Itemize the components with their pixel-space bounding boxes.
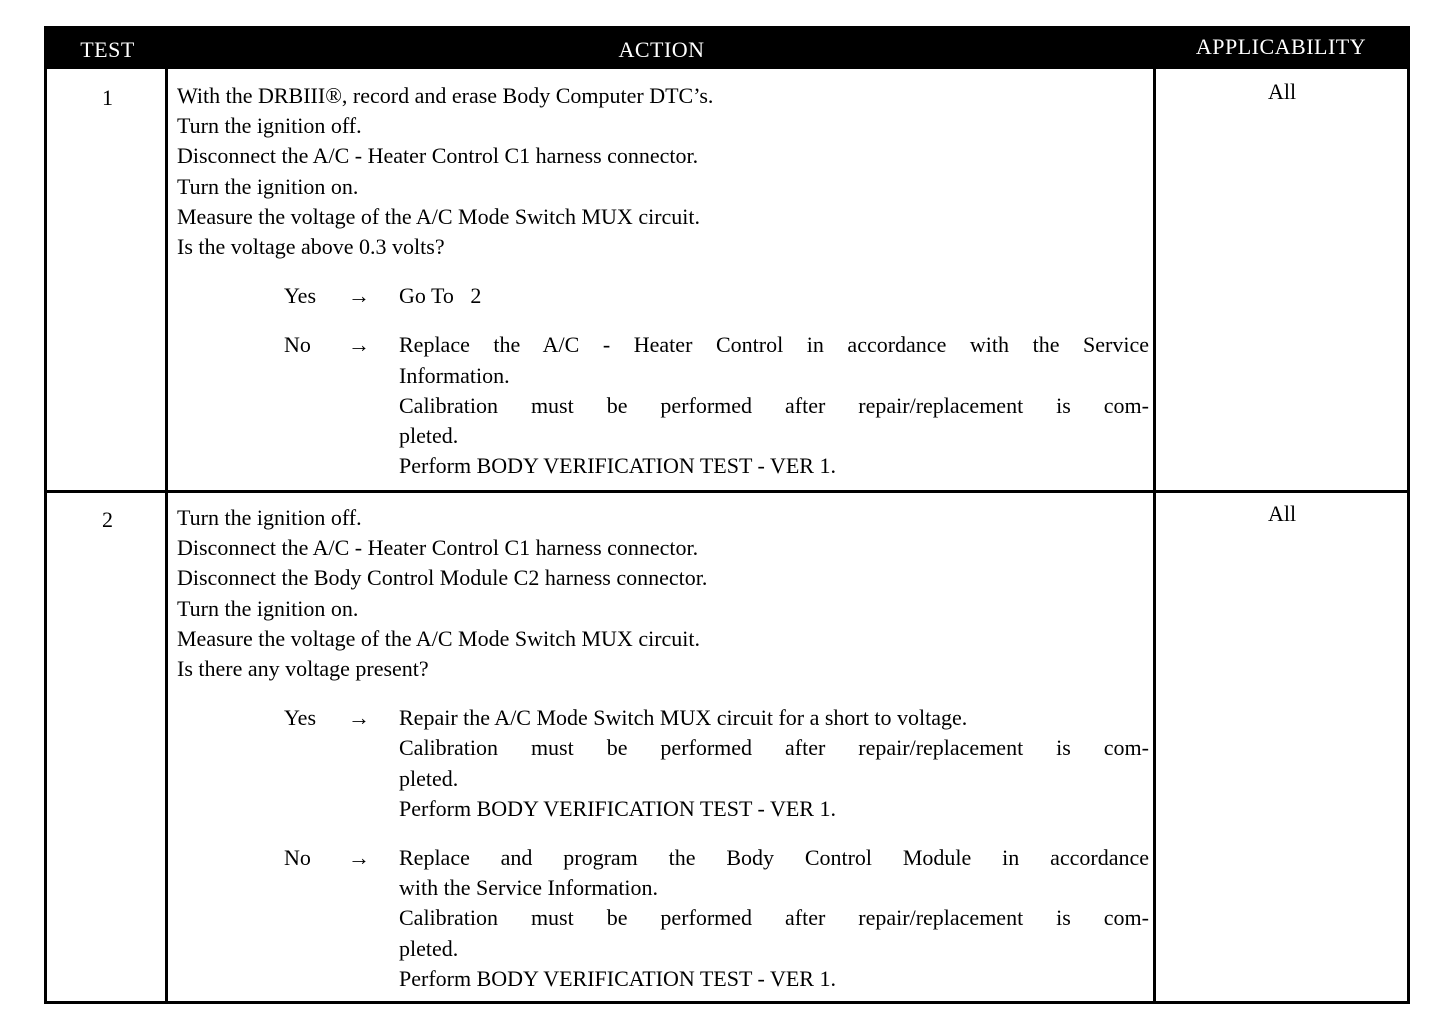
answer-line: with the Service Information.: [399, 875, 659, 901]
answer-line: Replace the A/C - Heater Control in accordance with the Service: [399, 332, 1149, 358]
answer-line: Calibration must be performed after repair/replacement is com-: [399, 392, 1149, 418]
arrow-right-icon: →: [348, 283, 370, 309]
action-step: Turn the ignition off.: [177, 113, 362, 139]
answer-label: No: [284, 332, 311, 358]
answer-yes: [177, 703, 1149, 824]
arrow-right-icon: →: [348, 845, 370, 871]
applicability-value: All: [1267, 501, 1297, 526]
answer-line: Calibration must be performed after repair/replacement is com-: [399, 905, 1149, 931]
action-question: Is the voltage above 0.3 volts?: [177, 234, 445, 260]
action-step: Measure the voltage of the A/C Mode Switch MUX circuit.: [177, 203, 701, 229]
answer-label: Yes: [284, 283, 317, 309]
answer-line: Perform BODY VERIFICATION TEST - VER 1.: [399, 795, 836, 821]
answer-label: No: [284, 845, 311, 871]
header-action: ACTION: [618, 37, 705, 62]
answer-line: pleted.: [399, 765, 459, 791]
action-step: With the DRBIII®, record and erase Body Computer DTC’s.: [177, 83, 714, 108]
answer-no: [177, 330, 1149, 481]
answer-line: Perform BODY VERIFICATION TEST - VER 1.: [399, 453, 836, 479]
action-cell: [177, 503, 1149, 994]
answer-line: Go To 2: [399, 283, 482, 309]
answer-text: [399, 330, 1149, 481]
answer-line: Replace and program the Body Control Module in accordance: [399, 845, 1149, 871]
header-test: TEST: [80, 37, 135, 62]
answer-line: pleted.: [399, 423, 459, 449]
answer-label: Yes: [284, 705, 317, 731]
action-step: Disconnect the A/C - Heater Control C1 harness connector.: [177, 535, 699, 561]
answer-line: Calibration must be performed after repair/replacement is com-: [399, 735, 1149, 761]
test-number: 1: [102, 85, 113, 110]
action-step: Turn the ignition off.: [177, 505, 362, 530]
answer-line: Information.: [399, 362, 510, 388]
action-step: Disconnect the A/C - Heater Control C1 harness connector.: [177, 143, 699, 169]
table-row: [47, 69, 1407, 490]
answer-line: pleted.: [399, 935, 459, 961]
action-cell: [177, 81, 1149, 481]
answer-line: Repair the A/C Mode Switch MUX circuit for a short to voltage.: [399, 705, 968, 731]
action-step: Measure the voltage of the A/C Mode Switch MUX circuit.: [177, 625, 701, 651]
action-question: Is there any voltage present?: [177, 656, 429, 682]
table-header: [47, 29, 1407, 69]
answer-line: Perform BODY VERIFICATION TEST - VER 1.: [399, 965, 836, 991]
arrow-right-icon: →: [348, 705, 370, 731]
answer-text: [399, 703, 1149, 824]
header-applicability: APPLICABILITY: [1195, 34, 1367, 59]
table-row: [47, 493, 1407, 1004]
diagnostic-test-table: [44, 26, 1410, 1004]
answer-no: [177, 843, 1149, 994]
answer-text: [399, 281, 1149, 311]
arrow-right-icon: →: [348, 332, 370, 358]
answer-yes: [177, 281, 1149, 311]
action-step: Turn the ignition on.: [177, 595, 359, 621]
applicability-value: All: [1267, 79, 1297, 104]
action-step: Turn the ignition on.: [177, 173, 359, 199]
test-number: 2: [102, 507, 113, 532]
action-step: Disconnect the Body Control Module C2 harness connector.: [177, 565, 708, 591]
answer-text: [399, 843, 1149, 994]
